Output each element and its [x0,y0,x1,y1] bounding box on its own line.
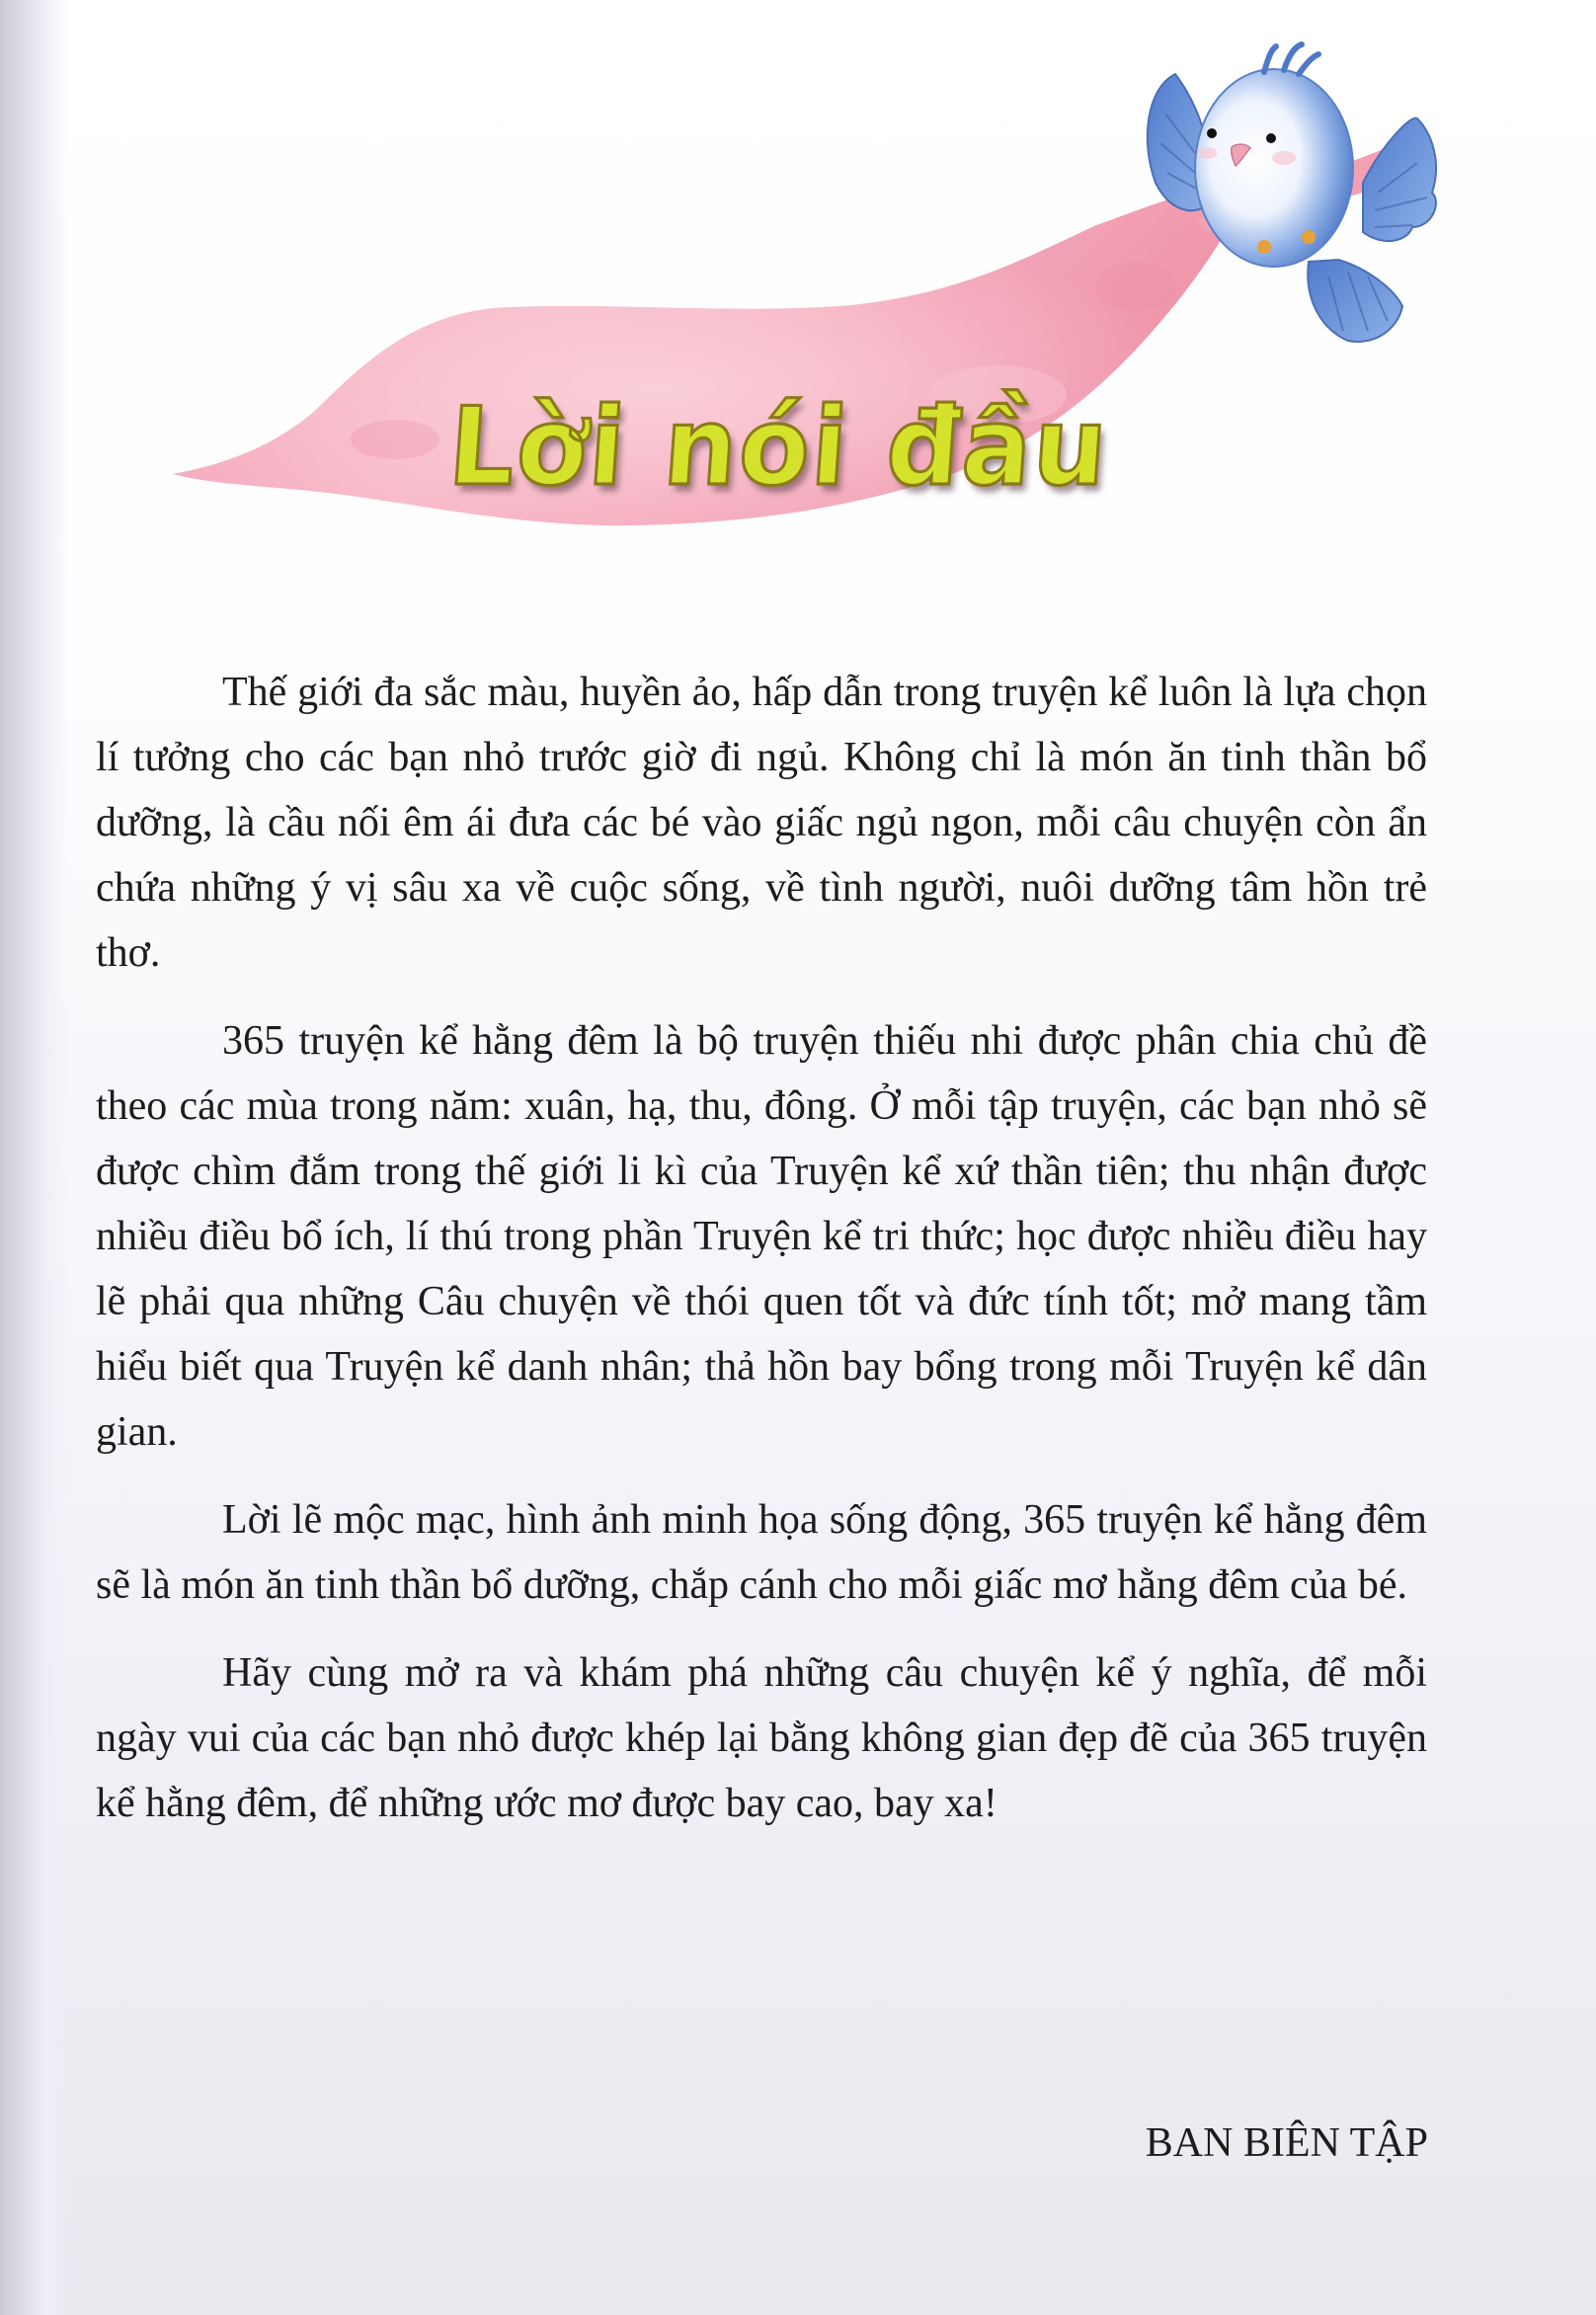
paragraph-1: Thế giới đa sắc màu, huyền ảo, hấp dẫn trong truyện kể luôn là lựa chọn lí tưởng cho các bạn nhỏ trước giờ đi ngủ. Không chỉ là món ăn tinh thần bổ dưỡng, là cầu nối êm ái đưa các bé vào giấc ngủ ngon, mỗi câu chuyện còn ẩn chứa những ý vị sâu xa về cuộc sống, về tình người, nuôi dưỡng tâm hồn trẻ thơ. [96,670,1427,976]
signature: BAN BIÊN TẬP [1145,2120,1428,2166]
page-title: Lời nói đầu [444,382,1114,511]
paragraph-3: Lời lẽ mộc mạc, hình ảnh minh họa sống động, 365 truyện kể hằng đêm sẽ là món ăn tinh thần bổ dưỡng, chắp cánh cho mỗi giấc mơ hằng đêm của bé. [96,1497,1427,1608]
preface-body [96,660,1427,1859]
blue-bird-icon [1116,35,1452,370]
paragraph-2: 365 truyện kể hằng đêm là bộ truyện thiếu nhi được phân chia chủ đề theo các mùa trong năm: xuân, hạ, thu, đông. Ở mỗi tập truyện, các bạn nhỏ sẽ được chìm đắm trong thế giới li kì của Truyện kể xứ thần tiên; thu nhận được nhiều điều bổ ích, lí thú trong phần Truyện kể tri thức; học được nhiều điều hay lẽ phải qua những Câu chuyện về thói quen tốt và đức tính tốt; mở mang tầm hiểu biết qua Truyện kể danh nhân; thả hồn bay bổng trong mỗi Truyện kể dân gian. [96,1018,1427,1455]
paragraph-4: Hãy cùng mở ra và khám phá những câu chuyện kể ý nghĩa, để mỗi ngày vui của các bạn nhỏ được khép lại bằng không gian đẹp đẽ của 365 truyện kể hằng đêm, để những ước mơ được bay cao, bay xa! [96,1650,1427,1826]
